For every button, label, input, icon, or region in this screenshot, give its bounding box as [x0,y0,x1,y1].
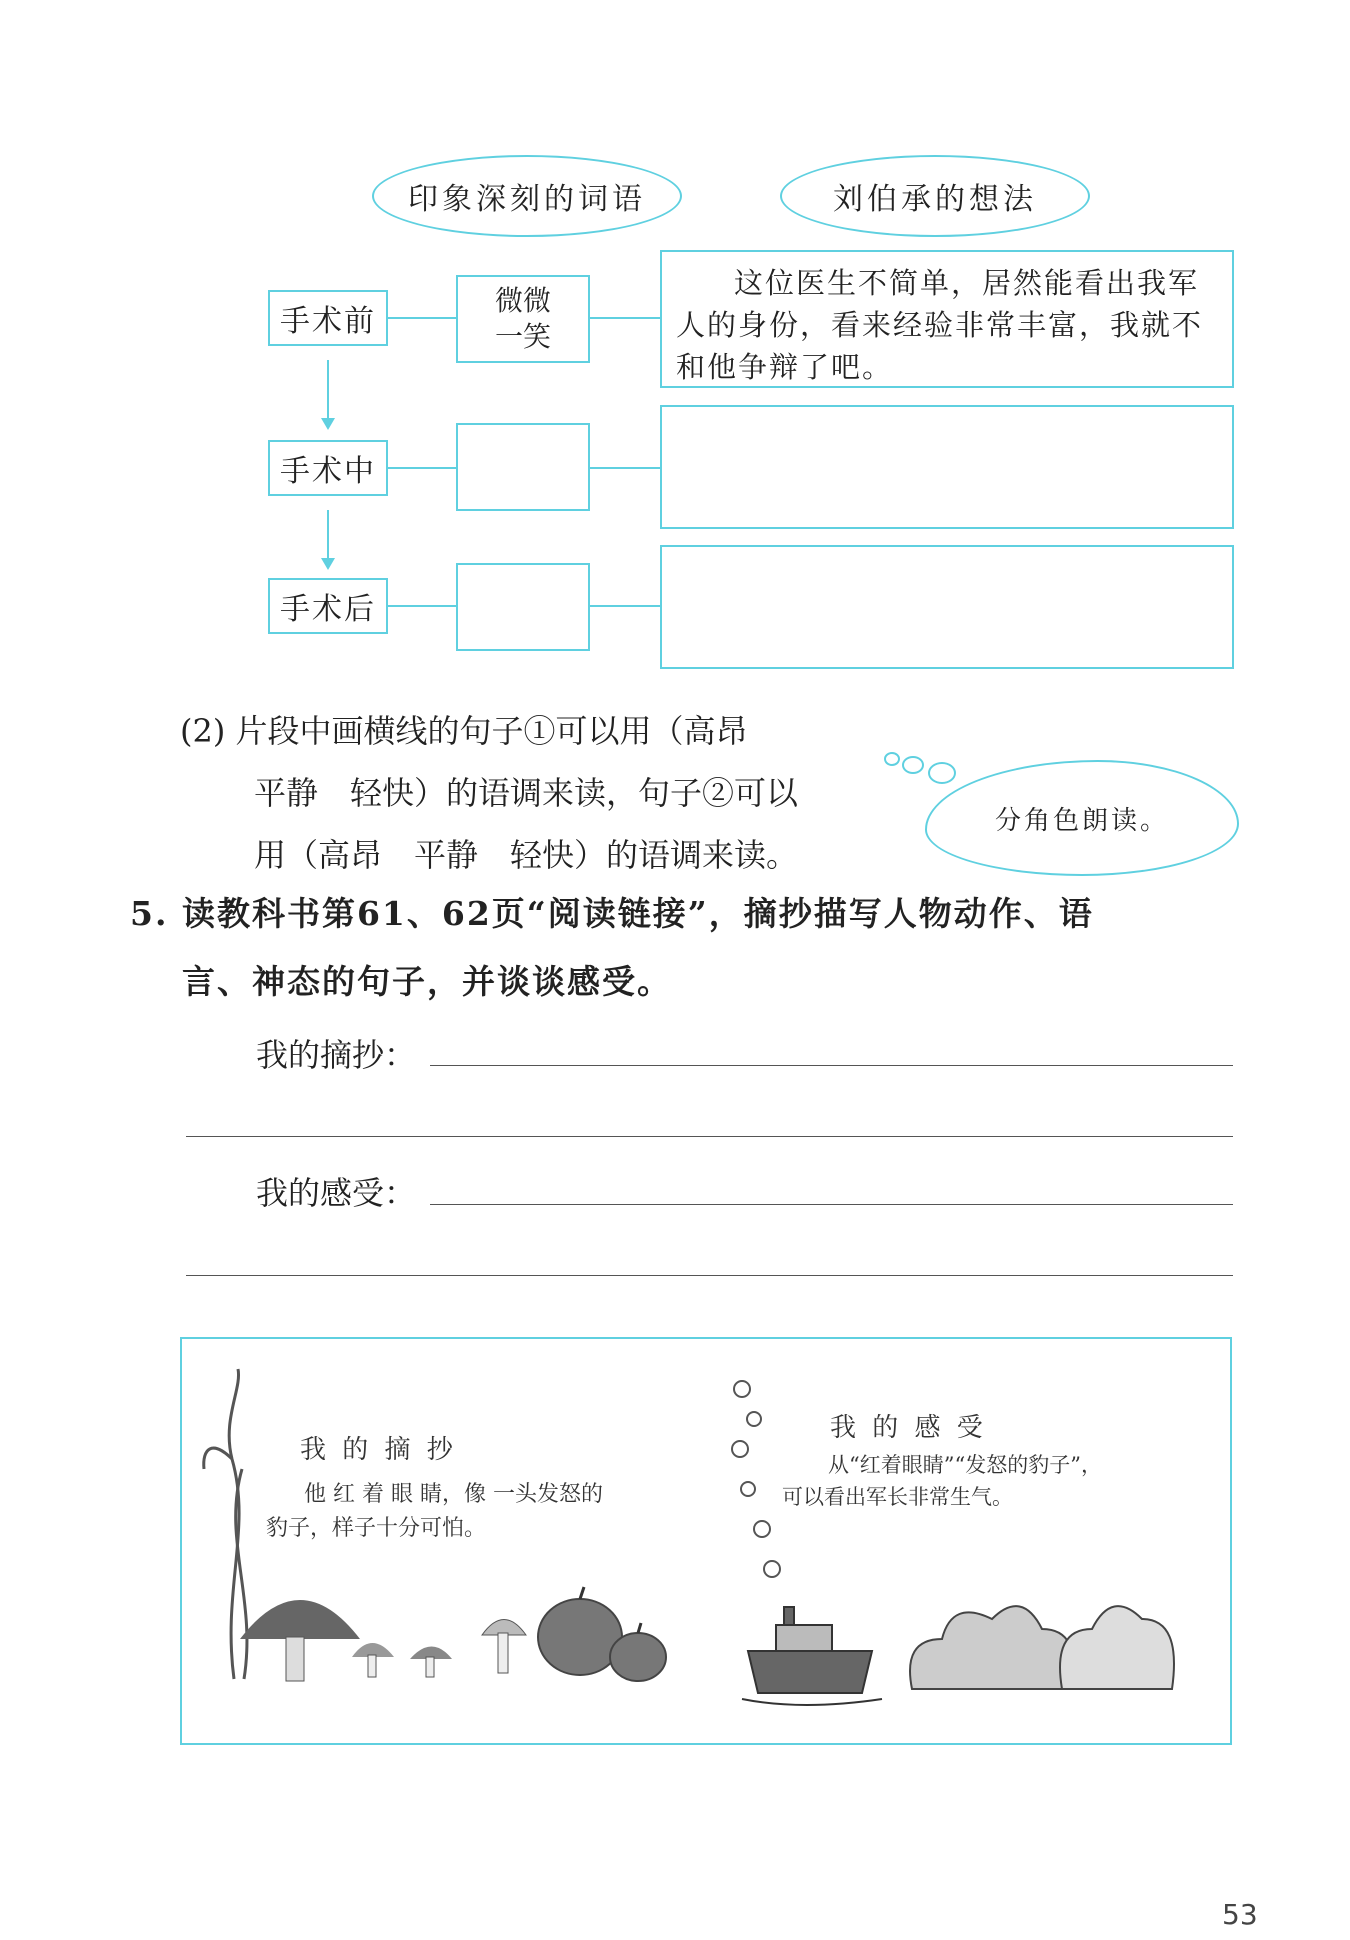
vine-icon [204,1369,247,1679]
arrow-line-2 [327,510,329,560]
tip-cloud [925,760,1239,876]
ship-icon [742,1607,882,1705]
word-after-box[interactable] [456,563,590,651]
feeling-line-2[interactable] [186,1275,1233,1276]
connector-1b [590,317,660,319]
stage-during-box [268,440,388,496]
thought-before-text: 这位医生不简单，居然能看出我军人的身份，看来经验非常丰富，我就不和他争辩了吧。 [676,266,1204,384]
tip-text: 分角色朗读。 [994,805,1169,836]
page-number: 53 [1222,1898,1258,1931]
example-left-line2: 豹子，样子十分可怕。 [266,1516,487,1541]
example-right-title: 我 的 感 受 [830,1413,987,1443]
tip-bubble-medium [902,756,924,774]
connector-3b [590,605,660,607]
thought-after-box[interactable] [660,545,1234,669]
example-illustrations [182,1339,1230,1743]
feeling-label: 我的感受： [256,1174,417,1212]
cloud-icon [910,1606,1174,1689]
header-thoughts-oval [780,155,1090,237]
excerpt-line-2[interactable] [186,1136,1233,1137]
connector-3a [388,605,456,607]
question-5-line2: 言、神态的句子，并谈谈感受。 [182,962,672,1001]
question-5-line1: 5. 读教科书第61、62页“阅读链接”，摘抄描写人物动作、语 [130,894,1094,933]
example-right-line2: 可以看出军长非常生气。 [782,1485,1013,1509]
header-thoughts: 刘伯承的想法 [833,182,1037,217]
excerpt-line-1[interactable] [430,1065,1233,1066]
excerpt-label: 我的摘抄： [256,1036,417,1074]
pumpkin-icon [538,1587,666,1681]
example-box [180,1337,1232,1745]
header-words: 印象深刻的词语 [408,182,646,217]
connector-1a [388,317,456,319]
arrow-head-1 [321,418,335,430]
connector-2a [388,467,456,469]
question-5 [130,880,1250,1016]
tip-bubble-small [884,752,900,766]
word-during-box[interactable] [456,423,590,511]
question-2-line2: 平静 轻快）的语调来读，句子②可以 [254,774,799,812]
word-before-line2: 一笑 [494,320,551,353]
example-left-title: 我 的 摘 抄 [300,1435,457,1465]
stage-after-label: 手术后 [280,592,376,627]
stage-before-label: 手术前 [280,304,376,339]
word-before-line1: 微微 [494,284,551,317]
example-left-line1: 他 红 着 眼 睛，像 一头发怒的 [304,1482,603,1507]
tip-bubble-large [928,762,956,784]
connector-2b [590,467,660,469]
stage-before-box [268,290,388,346]
word-before-box [456,275,590,363]
stage-during-label: 手术中 [280,454,376,489]
thought-during-box[interactable] [660,405,1234,529]
question-2 [180,700,880,886]
arrow-head-2 [321,558,335,570]
arrow-line-1 [327,360,329,420]
thought-before-box [660,250,1234,388]
question-2-line1: (2) 片段中画横线的句子①可以用（高昂 [180,712,748,750]
mushroom-icon [240,1600,526,1681]
smoke-icon [732,1381,780,1577]
stage-after-box [268,578,388,634]
header-words-oval [372,155,682,237]
example-right-line1: 从“红着眼睛”“发怒的豹子”， [828,1453,1102,1477]
question-2-line3: 用（高昂 平静 轻快）的语调来读。 [254,836,799,874]
feeling-line-1[interactable] [430,1204,1233,1205]
